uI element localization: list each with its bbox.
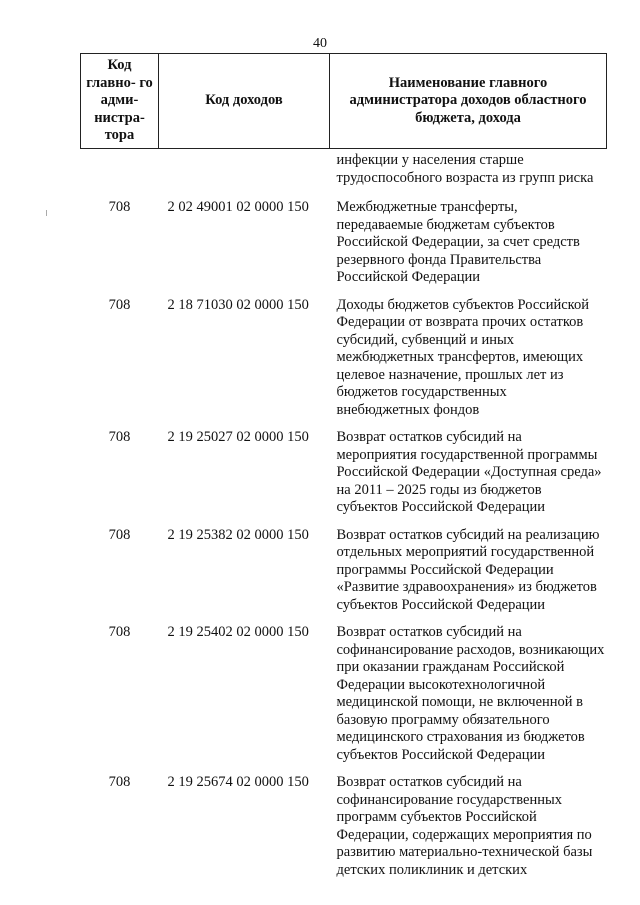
- name-line: резервного фонда Правительства: [336, 251, 542, 268]
- cell-name: [330, 768, 607, 883]
- cell-name: [330, 291, 607, 424]
- cell-name: [330, 521, 607, 619]
- name-line: Российской Федерации, за счет средств: [336, 234, 580, 250]
- table-row-continued: [81, 149, 607, 194]
- header-line: нистра-: [94, 109, 145, 126]
- name-line: мероприятия государственной программы: [336, 446, 598, 463]
- cell-income-code: 2 18 71030 02 0000 150: [167, 296, 309, 313]
- name-line: Доходы бюджетов субъектов Российской: [336, 296, 589, 313]
- header-line: Наименование главного: [388, 74, 548, 91]
- name-line: развитию материально-технической базы: [336, 844, 593, 860]
- header-income-code: [159, 54, 330, 149]
- cell-income-code: 2 19 25402 02 0000 150: [167, 624, 309, 640]
- name-line: целевое назначение, прошлых лет из: [336, 366, 564, 383]
- table-row: [81, 618, 607, 768]
- cell-admin-code: 708: [108, 526, 131, 543]
- cell-admin-code: 708: [108, 624, 131, 640]
- name-line: медицинской помощи, не включенной в: [336, 694, 584, 710]
- name-line: Возврат остатков субсидий на: [336, 429, 522, 445]
- table-row: [81, 521, 607, 619]
- name-line: трудоспособного возраста из групп риска: [336, 169, 594, 186]
- name-line: межбюджетных трансфертов, имеющих: [336, 349, 584, 365]
- cell-name: [330, 423, 607, 521]
- name-line: субъектов Российской Федерации: [336, 596, 546, 613]
- scan-artifact-mark: [46, 210, 47, 216]
- name-line: «Развитие здравоохранения» из бюджетов: [336, 579, 597, 595]
- cell-admin-code: [81, 149, 159, 194]
- header-line: главно-: [86, 74, 136, 91]
- name-line: внебюджетных фондов: [336, 401, 480, 418]
- table-header-row: [81, 54, 607, 149]
- name-line: Российской Федерации: [336, 269, 481, 285]
- cell-admin-code: 708: [108, 429, 131, 445]
- header-name: [330, 54, 607, 149]
- cell-admin-code: 708: [108, 296, 131, 313]
- name-line: субсидий, субвенций и иных: [336, 331, 514, 348]
- cell-admin-code: 708: [108, 774, 131, 790]
- name-line: бюджетов государственных: [336, 384, 507, 400]
- cell-admin-code: 708: [108, 199, 131, 215]
- name-line: программы Российской Федерации: [336, 561, 554, 578]
- name-line: Федерации от возврата прочих остатков: [336, 314, 584, 330]
- name-line: Межбюджетные трансферты,: [336, 199, 518, 215]
- name-line: инфекции у населения старше: [336, 152, 524, 168]
- name-line: программ субъектов Российской: [336, 809, 537, 825]
- cell-name: [330, 193, 607, 291]
- header-line: бюджета, дохода: [415, 109, 521, 126]
- name-line: базовую программу обязательного: [336, 711, 550, 728]
- name-line: медицинского страхования из бюджетов: [336, 729, 585, 745]
- name-line: Возврат остатков субсидий на реализацию: [336, 526, 600, 543]
- name-line: Федерации, содержащих мероприятия по: [336, 826, 592, 843]
- header-line: Код: [107, 57, 132, 74]
- header-admin-code: [81, 54, 159, 149]
- name-line: софинансирование расходов, возникающих: [336, 641, 605, 658]
- cell-name: [330, 618, 607, 768]
- name-line: Федерации высокотехнологичной: [336, 676, 546, 693]
- name-line: передаваемые бюджетам субъектов: [336, 216, 555, 233]
- cell-name: [330, 149, 607, 194]
- cell-income-code: 2 19 25382 02 0000 150: [167, 526, 309, 543]
- name-line: Возврат остатков субсидий на: [336, 774, 522, 790]
- cell-income-code: [159, 149, 330, 194]
- header-line: доходов: [232, 92, 283, 109]
- name-line: детских поликлиник и детских: [336, 861, 528, 878]
- name-line: субъектов Российской Федерации: [336, 499, 546, 515]
- name-line: субъектов Российской Федерации: [336, 746, 546, 763]
- budget-income-table: [80, 53, 607, 883]
- header-line: го адми-: [100, 74, 153, 109]
- header-line: тора: [104, 127, 135, 144]
- page-number: 40: [313, 36, 327, 51]
- name-line: софинансирование государственных: [336, 791, 562, 808]
- table-row: [81, 291, 607, 424]
- header-line: администратора доходов областного: [349, 92, 587, 109]
- name-line: при оказании гражданам Российской: [336, 659, 565, 675]
- table-row: [81, 423, 607, 521]
- name-line: на 2011 – 2025 годы из бюджетов: [336, 481, 542, 498]
- name-line: Возврат остатков субсидий на: [336, 624, 522, 640]
- cell-income-code: 2 19 25027 02 0000 150: [167, 429, 309, 445]
- table-row: [81, 193, 607, 291]
- header-line: Код: [205, 92, 230, 109]
- name-line: отдельных мероприятий государственной: [336, 544, 595, 560]
- name-line: Российской Федерации «Доступная среда»: [336, 464, 602, 480]
- cell-income-code: 2 19 25674 02 0000 150: [167, 774, 309, 790]
- table-row: [81, 768, 607, 883]
- cell-income-code: 2 02 49001 02 0000 150: [167, 199, 309, 215]
